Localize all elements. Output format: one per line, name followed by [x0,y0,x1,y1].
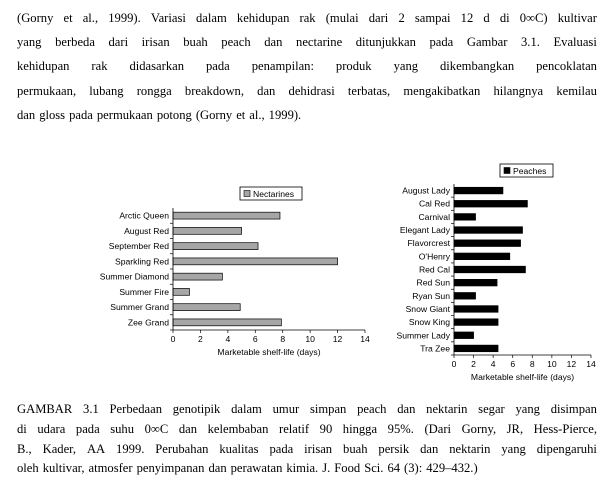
word: dalam [196,11,227,25]
bar [454,279,497,286]
word: ditunjukkan [355,35,416,50]
word: al., [82,11,99,25]
word: irisan [141,35,170,50]
word: dan [264,35,283,50]
word: mengakibatkan [403,83,481,98]
word: atmosfer [88,461,133,476]
word: et [63,11,73,25]
word: buah [183,35,208,50]
word: potong [156,107,192,122]
peaches-chart [388,162,603,392]
word: Evaluasi [553,35,597,50]
word: 1999). [108,11,141,25]
word: peach [357,402,387,416]
word: breakdown, [184,83,244,98]
word: nektarin [449,441,491,456]
category-label: Summer Diamond [99,271,169,282]
category-label: September Red [108,241,169,252]
word: irisan [304,441,333,456]
bar [173,304,240,311]
bar [454,293,476,300]
word: 12 [460,11,474,25]
word: lubang [89,83,124,98]
word: relatif [279,421,310,436]
word: kualitas [219,441,259,456]
x-tick-label: 12 [566,359,577,369]
word: 429–432.) [426,461,478,476]
category-label: Zee Grand [127,317,169,328]
word: (Gorny [195,107,233,122]
word: terbatas, [347,83,391,98]
word: dan [178,421,198,436]
word: Gorny, [461,421,497,436]
word: dari [108,35,129,50]
word: nektarin [426,402,468,416]
word: udara [37,421,66,436]
bar [454,200,527,207]
bar [454,306,498,313]
word: d [483,11,490,25]
category-label: Snow Giant [405,303,450,314]
word: rak [299,11,316,25]
word: (mulai [325,11,359,25]
x-tick-label: 14 [360,334,370,344]
word: 95%. [387,421,414,436]
word: 3.1 [83,402,99,416]
bar [173,243,258,250]
word: dan [208,461,227,476]
paragraph-line [17,79,597,103]
x-tick-label: 14 [586,359,596,369]
bar [454,214,476,221]
word: 2 [398,11,405,25]
word: di [17,421,27,436]
word: segar [478,402,505,416]
x-tick-label: 8 [529,359,535,369]
bar [454,332,474,339]
bar [454,253,510,260]
word: dan [397,402,416,416]
paragraph-line [17,30,597,54]
x-tick-label: 4 [225,334,231,344]
word: oleh [17,461,39,476]
bar [454,240,521,247]
word: (Dari [424,421,452,436]
bar [454,319,498,326]
word: hingga [342,421,378,436]
category-label: Tra Zee [420,343,450,354]
word: dari [368,11,389,25]
word: kehidupan [17,59,70,74]
word: suhu [110,421,135,436]
category-label: Ryan Sun [412,290,450,301]
category-label: Flavorcrest [407,238,450,249]
category-label: Cal Red [418,198,450,209]
word: JR, [506,421,524,436]
word: dan [17,107,36,122]
bar [173,258,338,265]
caption-line [17,440,597,460]
bar [173,227,242,234]
category-label: Arctic Queen [119,210,169,221]
word: et [236,107,246,122]
word: peach [221,35,251,50]
nectarines-chart [90,183,380,368]
word: kimia. [286,461,319,476]
bar [454,345,498,352]
word: yang [515,402,540,416]
word: B., [17,441,32,456]
word: pada [75,421,100,436]
word: Sci. [364,461,384,476]
x-tick-label: 2 [198,334,203,344]
category-label: Sparkling Red [115,256,169,267]
caption-line [17,420,597,440]
word: simpan [309,402,347,416]
word: 3.1. [521,35,540,50]
word: dikembangkan [440,59,515,74]
word: 1999. [116,441,145,456]
x-tick-label: 6 [510,359,516,369]
word: Gambar [466,35,508,50]
category-label: Summer Lady [396,330,450,341]
word: di [499,11,510,25]
word: perawatan [230,461,283,476]
word: didasarkan [129,59,185,74]
category-label: Red Sun [416,277,450,288]
bar [454,187,503,194]
bar [454,266,525,273]
word: penyimpanan [136,461,205,476]
bar [173,212,280,219]
legend-label: Nectarines [253,188,295,199]
word: dipengaruhi [536,441,597,456]
word: dan [420,441,439,456]
word: permukaan, [17,83,77,98]
word: sampai [414,11,451,25]
word: pada [205,59,230,74]
word: nectarine [296,35,343,50]
word: 0∞C [144,421,169,436]
word: AA [86,441,106,456]
body-paragraph [17,6,597,127]
word: kultivar [557,11,597,25]
word: Kader, [42,441,77,456]
x-axis-label: Marketable shelf-life (days) [217,347,321,357]
legend-swatch [244,191,250,197]
word: yang [17,35,42,50]
word: kemilau [556,83,597,98]
paragraph-line [17,6,597,30]
word: Food [334,461,361,476]
x-tick-label: 8 [280,334,286,344]
legend-swatch [504,168,510,174]
word: rak [91,59,108,74]
word: produk [335,59,372,74]
category-label: Elegant Lady [399,225,450,236]
x-tick-label: 0 [451,359,457,369]
word: pada [269,441,294,456]
x-tick-label: 6 [252,334,258,344]
word: kultivar, [42,461,85,476]
category-label: Summer Grand [110,302,169,313]
word: hilangnya [493,83,544,98]
x-axis-label: Marketable shelf-life (days) [470,372,575,382]
caption-line [17,400,597,420]
category-label: O'Henry [418,251,450,262]
word: GAMBAR [17,402,73,416]
category-label: Snow King [408,317,450,328]
word: permukaan [96,107,153,122]
word: penampilan: [251,59,314,74]
bar [454,227,523,234]
bar [173,273,222,280]
category-label: August Lady [402,185,450,196]
word: pada [429,35,454,50]
paragraph-line [17,103,597,127]
word: pada [69,107,93,122]
word: gloss [39,107,66,122]
bar [173,319,281,326]
category-label: Summer Fire [119,286,169,297]
word: rongga [136,83,172,98]
category-label: August Red [124,225,169,236]
word: kelembaban [207,421,269,436]
word: Perbedaan [109,402,162,416]
word: Hess-Pierce, [533,421,597,436]
word: yang [501,441,526,456]
bar [173,288,189,295]
legend-label: Peaches [513,165,547,176]
word: pencoklatan [536,59,597,74]
x-tick-label: 2 [471,359,476,369]
word: dalam [231,402,262,416]
word: dehidrasi [288,83,335,98]
x-tick-label: 0 [170,334,176,344]
word: disimpan [550,402,597,416]
x-tick-label: 10 [305,334,315,344]
word: buah [343,441,368,456]
word: persik [378,441,410,456]
category-label: Carnival [418,211,450,222]
word: J. [322,461,331,476]
word: dan [257,83,276,98]
word: (Gorny [17,11,54,25]
word: berbeda [55,35,95,50]
word: 90 [319,421,333,436]
word: kehidupan [236,11,290,25]
word: Perubahan [155,441,209,456]
x-tick-label: 12 [332,334,343,344]
x-tick-label: 4 [490,359,496,369]
word: Variasi [150,11,186,25]
category-label: Red Cal [418,264,450,275]
word: 64 [387,461,401,476]
figure-caption [17,400,597,479]
word: umur [272,402,300,416]
word: genotipik [172,402,221,416]
word: 0∞C) [519,11,548,25]
word: yang [393,59,419,74]
word: (3): [404,461,423,476]
paragraph-line [17,54,597,78]
x-tick-label: 10 [547,359,557,369]
word: al., [249,107,265,122]
caption-line [17,459,597,479]
word: 1999). [268,107,302,122]
